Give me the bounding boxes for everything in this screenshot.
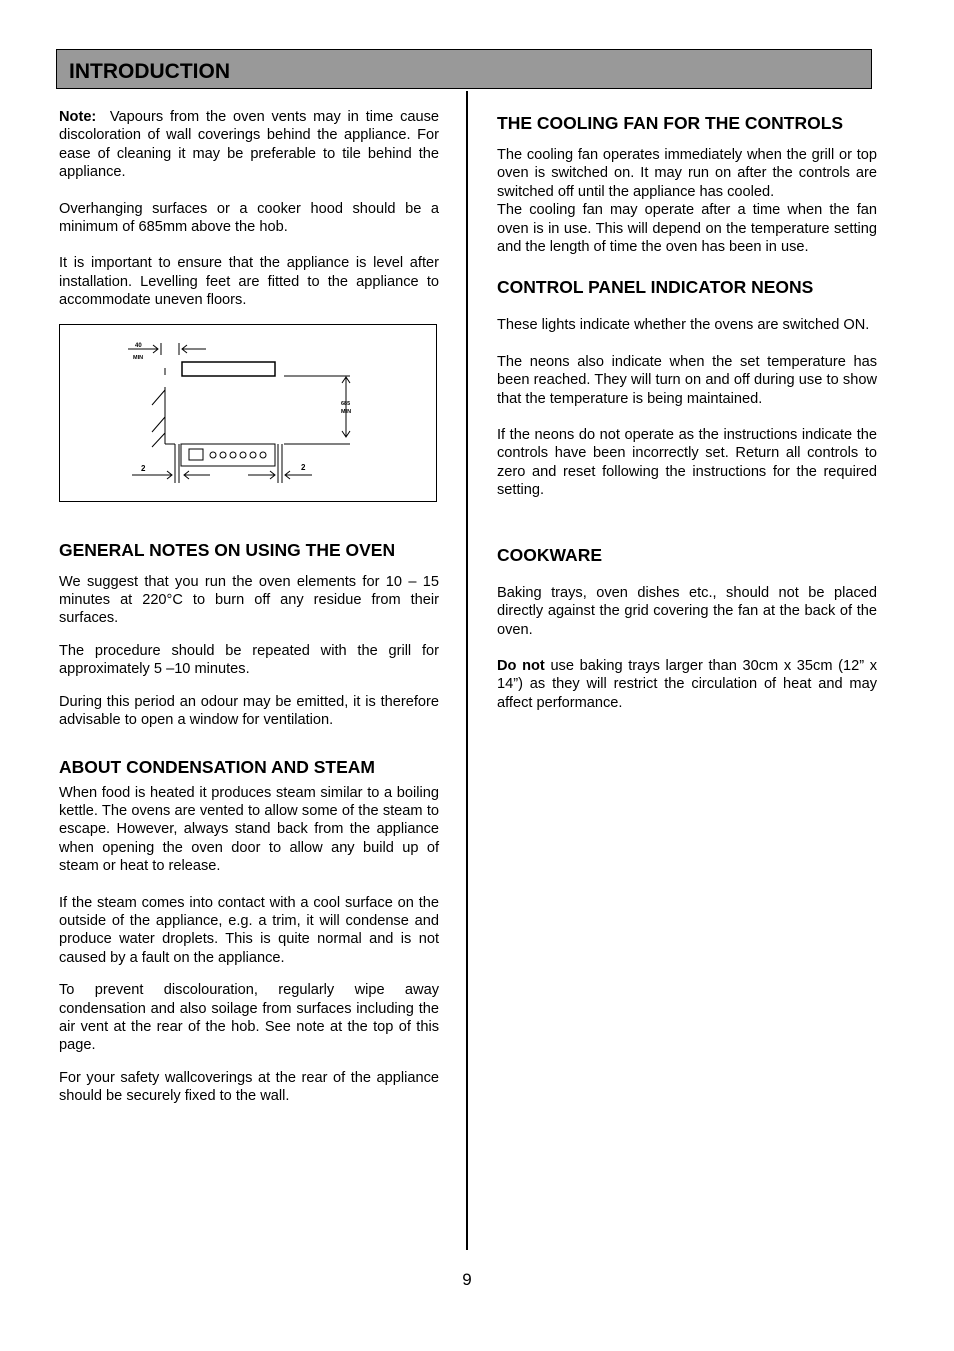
column-divider [466,91,468,1250]
right-column [497,112,877,712]
header-banner [56,49,872,89]
cooling-fan-p2: The cooling fan may operate after a time when the fan oven is in use. This will depend on the temperature setting and the length of time the oven has been in use. [497,202,877,256]
condensation-p2: If the steam comes into contact with a cool surface on the outside of the appliance, e.g. a trim, it will condense and produce water droplets. This is quite normal and is not caused by a fault on the appliance. [59,894,439,966]
page-number: 9 [462,1270,472,1289]
condensation-heading: ABOUT CONDENSATION AND STEAM [59,756,375,777]
condensation-p3: To prevent discolouration, regularly wipe away condensation and also soilage from surfaces including the air vent at the rear of the hob. See note at the top of this page. [59,982,439,1054]
hatch-3 [152,433,165,447]
general-notes-p3: During this period an odour may be emitted, it is therefore advisable to open a window for ventilation. [59,693,439,729]
note-label: Note: [59,109,97,125]
cookware-heading: COOKWARE [497,544,602,565]
label-40: 40 [135,342,142,349]
condensation-p1: When food is heated it produces steam similar to a boiling kettle. The ovens are vented to allow some of the steam to escape. However, always stand back from the appliance when opening the oven door to allow any build up of steam or heat to release. [59,784,439,875]
neons-p3: If the neons do not operate as the instructions indicate the controls have been incorrectly set. Return all controls to zero and reset following the instructions for the required setting. [497,427,877,499]
clearance-diagram [59,324,437,502]
general-notes-p1: We suggest that you run the oven elements for 10 – 15 minutes at 220°C to burn off any residue from their surfaces. [59,573,439,627]
overhang-paragraph: Overhanging surfaces or a cooker hood should be a minimum of 685mm above the hob. [59,200,439,236]
control-knob [250,452,256,458]
clearance-diagram-svg [60,325,436,501]
general-notes-heading: GENERAL NOTES ON USING THE OVEN [59,539,396,560]
control-knob [260,452,266,458]
cookware-p2 [497,657,877,712]
control-display [189,449,203,460]
neons-p2: The neons also indicate when the set temperature has been reached. They will turn on and off during use to show that the temperature is being maintained. [497,353,877,407]
label-min-right: MIN [341,408,352,415]
control-knob [240,452,246,458]
hatch-1 [152,390,165,405]
do-not-label: Do not [497,657,545,674]
cooling-fan-heading: THE COOLING FAN FOR THE CONTROLS [497,113,844,133]
control-knob [210,452,216,458]
cooker-hood [182,362,275,376]
control-knob [220,452,226,458]
cooling-fan-p1: The cooling fan operates immediately when the grill or top oven is switched on. It may run on after the controls are switched off until the appliance has cooled. [497,147,877,200]
control-knob [230,452,236,458]
condensation-p4: For your safety wallcoverings at the rear of the appliance should be securely fixed to the wall. [59,1069,439,1105]
cookware-p1: Baking trays, oven dishes etc., should not be placed directly against the grid covering the fan at the back of the oven. [497,584,877,638]
control-panel [181,444,275,466]
page-title: INTRODUCTION [69,60,230,83]
cookware-p2-text: use baking trays larger than 30cm x 35cm (12” x 14”) as they will restrict the circulation of heat and may affect performance. [497,657,878,711]
note-text: Vapours from the oven vents may in time cause discoloration of wall coverings behind the appliance. For ease of cleaning it may be preferable to tile behind the appliance. [59,109,440,181]
hatch-2 [152,417,165,432]
label-2-right: 2 [301,462,306,472]
label-2-left: 2 [141,463,146,473]
neons-heading: CONTROL PANEL INDICATOR NEONS [497,277,814,298]
label-685: 685 [341,400,351,407]
level-paragraph: It is important to ensure that the appliance is level after installation. Levelling feet are fitted to the appliance to accommodate uneven floors. [59,255,439,309]
general-notes-p2: The procedure should be repeated with the grill for approximately 5 –10 minutes. [59,642,439,678]
note-paragraph [59,108,439,182]
neons-p1: These lights indicate whether the ovens are switched ON. [497,317,870,334]
label-min-top: MIN [133,354,144,361]
left-column [59,108,439,1106]
